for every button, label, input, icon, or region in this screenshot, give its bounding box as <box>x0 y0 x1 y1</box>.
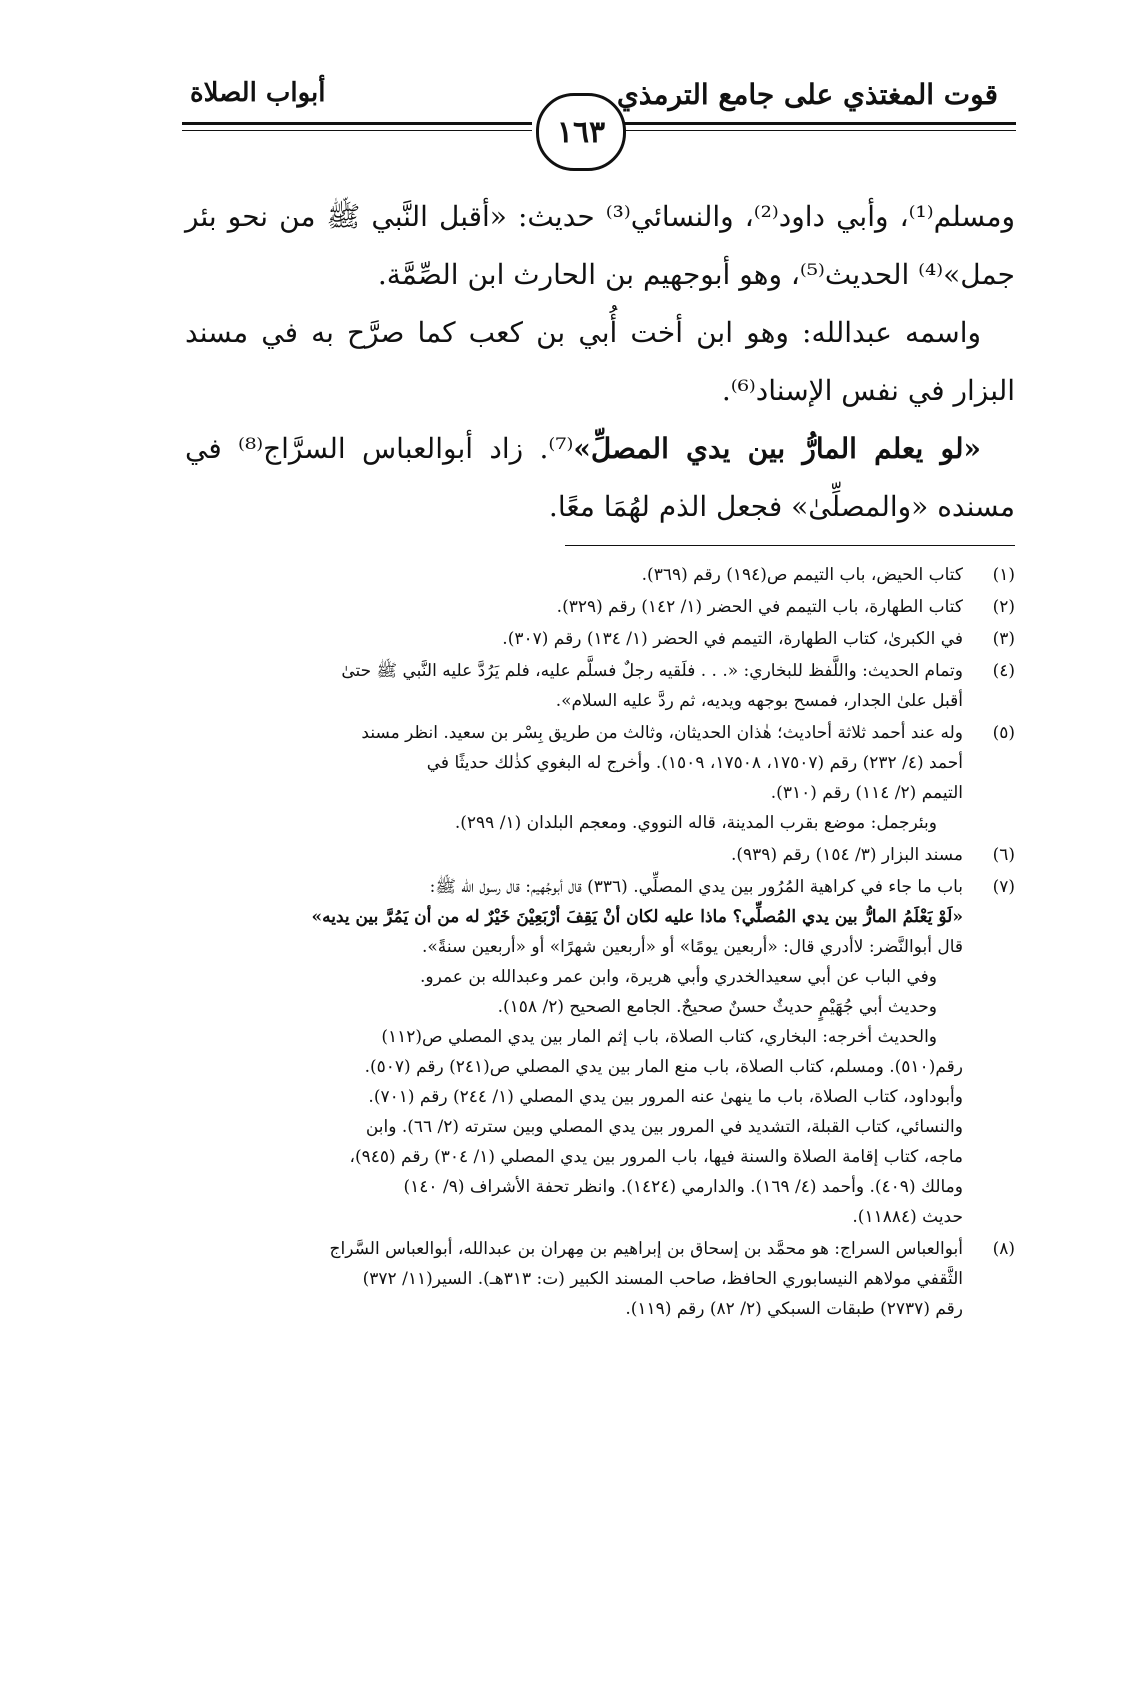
footnote-subline: والحديث أخرجه: البخاري، كتاب الصلاة، باب إثم المار بين يدي المصلي ص(١١٢) <box>381 1027 937 1047</box>
footnote-line: أبوالعباس السراج: هو محمَّد بن إسحاق بن إبراهيم بن مِهران بن عبدالله، أبوالعباس السَّراج <box>329 1239 963 1259</box>
page-number: ١٦٣ <box>536 93 626 171</box>
header-rule-left <box>182 122 532 125</box>
footnote-number: (٦) <box>992 845 1015 865</box>
header-rule-right-thin <box>624 130 1016 131</box>
footnote-number: (٥) <box>992 723 1015 743</box>
footnote-line: في الكبرىٰ، كتاب الطهارة، التيمم في الحضر (١/ ١٣٤) رقم (٣٠٧). <box>502 629 963 649</box>
footnote-line: التيمم (٢/ ١١٤) رقم (٣١٠). <box>770 783 963 803</box>
footnote-3 <box>185 624 1015 654</box>
footnote-line: كتاب الحيض، باب التيمم ص(١٩٤) رقم (٣٦٩). <box>641 565 963 585</box>
book-title: قوت المغتذي على جامع الترمذي <box>616 78 998 111</box>
footnote-line: كتاب الطهارة، باب التيمم في الحضر (١/ ١٤٢) رقم (٣٢٩). <box>556 597 963 617</box>
footnote-number: (٧) <box>992 877 1015 897</box>
footnote-separator <box>565 545 1015 546</box>
footnote-line: قال أبوالنَّضر: لاأدري قال: «أربعين يومًا» أو «أربعين شهرًا» أو «أربعين سنةً». <box>421 937 963 957</box>
footnote-line: الثَّقفي مولاهم النيسابوري الحافظ، صاحب المسند الكبير (ت: ٣١٣هـ). السير(١١/ ٣٧٢) <box>362 1269 963 1289</box>
footnote-line: والنسائي، كتاب القبلة، التشديد في المرور بين يدي المصلي وبين سترته (٢/ ٦٦). وابن <box>365 1117 963 1137</box>
main-paragraph-1: ومسلم⁽¹⁾، وأبي داود⁽²⁾، والنسائي⁽³⁾ حديث: «أقبل النَّبي ﷺ من نحو بئر جمل»⁽⁴⁾ الحديث⁽⁵⁾، وهو أبوجهيم بن الحارث ابن الصِّمَّة. <box>185 200 1015 291</box>
footnote-subline: وحديث أبي جُهَيْمٍ حديثٌ حسنٌ صحيحٌ. الجامع الصحيح (٢/ ١٥٨). <box>497 997 937 1017</box>
main-text <box>185 188 1015 536</box>
header-rule-right <box>624 122 1016 125</box>
main-paragraph-2: واسمه عبدالله: وهو ابن أخت أُبي بن كعب كما صرَّح به في مسند البزار في نفس الإسناد⁽⁶⁾. <box>185 316 1015 407</box>
footnote-2 <box>185 592 1015 622</box>
main-paragraph-3-rest: ⁽⁷⁾. زاد أبوالعباس السرَّاج⁽⁸⁾ في مسنده «والمصلِّىٰ» فجعل الذم لهُمَا معًا. <box>185 432 1015 523</box>
hadith-quote: «لو يعلم المارُّ بين يدي المصلِّ» <box>573 432 982 465</box>
footnote-line: ومالك (٤٠٩). وأحمد (٤/ ١٦٩). والدارمي (١٤٢٤). وانظر تحفة الأشراف (٩/ ١٤٠) <box>403 1177 963 1197</box>
footnote-line: أحمد (٤/ ٢٣٢) رقم (١٧٥٠٧، ١٧٥٠٨، ١٥٠٩). وأخرج له البغوي كذٰلك حديثًا في <box>426 753 963 773</box>
footnotes <box>185 560 1015 1326</box>
footnote-number: (٤) <box>992 661 1015 681</box>
footnote-number: (١) <box>992 565 1015 585</box>
footnote-line: حديث (١١٨٨٤). <box>852 1207 963 1227</box>
footnote-subline: وبئرجمل: موضع بقرب المدينة، قاله النووي. ومعجم البلدان (١/ ٢٩٩). <box>454 813 937 833</box>
footnote-number: (٣) <box>992 629 1015 649</box>
footnote-line: وتمام الحديث: واللَّفظ للبخاري: «. . . فلَقيه رجلٌ فسلَّم عليه، فلم يَرُدَّ عليه النَّبي ﷺ حتىٰ <box>341 661 963 681</box>
footnote-8 <box>185 1234 1015 1324</box>
footnote-7 <box>185 872 1015 1232</box>
footnote-line: مسند البزار (٣/ ١٥٤) رقم (٩٣٩). <box>731 845 963 865</box>
footnote-line: رقم (٢٧٣٧) طبقات السبكي (٢/ ٨٢) رقم (١١٩). <box>625 1299 963 1319</box>
footnote-line: وأبوداود، كتاب الصلاة، باب ما ينهىٰ عنه المرور بين يدي المصلي (١/ ٢٤٤) رقم (٧٠١). <box>368 1087 963 1107</box>
footnote-line: باب ما جاء في كراهية المُرُور بين يدي المصلِّي. (٣٣٦) قال أبوجُهيم: قال رسول الله ﷺ: <box>429 877 963 897</box>
main-paragraph-3 <box>185 420 1015 536</box>
footnote-6 <box>185 840 1015 870</box>
footnote-number: (٢) <box>992 597 1015 617</box>
footnote-5 <box>185 718 1015 838</box>
footnote-subline: وفي الباب عن أبي سعيدالخدري وأبي هريرة، وابن عمر وعبدالله بن عمرو. <box>419 967 937 987</box>
footnote-line: رقم(٥١٠). ومسلم، كتاب الصلاة، باب منع المار بين يدي المصلي ص(٢٤١) رقم (٥٠٧). <box>364 1057 963 1077</box>
footnote-4 <box>185 656 1015 716</box>
header-rule-left-thin <box>182 130 532 131</box>
footnote-line: ماجه، كتاب إقامة الصلاة والسنة فيها، باب المرور بين يدي المصلي (١/ ٣٠٤) رقم (٩٤٥)، <box>349 1147 963 1167</box>
footnote-hadith-line: «لَوْ يَعْلَمُ المارُّ بين يدي المُصلِّي؟ ماذا عليه لكان أنْ يَقِفَ أرْبَعِيْنَ خَيْرٌ له من أن يَمُرَّ بين يديه» <box>311 907 963 927</box>
footnote-number: (٨) <box>992 1239 1015 1259</box>
chapter-title: أبواب الصلاة <box>190 78 326 108</box>
footnote-line: أقبل علىٰ الجدار، فمسح بوجهه ويديه، ثم ردَّ عليه السلام». <box>555 691 963 711</box>
footnote-1 <box>185 560 1015 590</box>
footnote-line: وله عند أحمد ثلاثة أحاديث؛ هٰذان الحديثان، وثالث من طريق بِسْر بن سعيد. انظر مسند <box>361 723 963 743</box>
